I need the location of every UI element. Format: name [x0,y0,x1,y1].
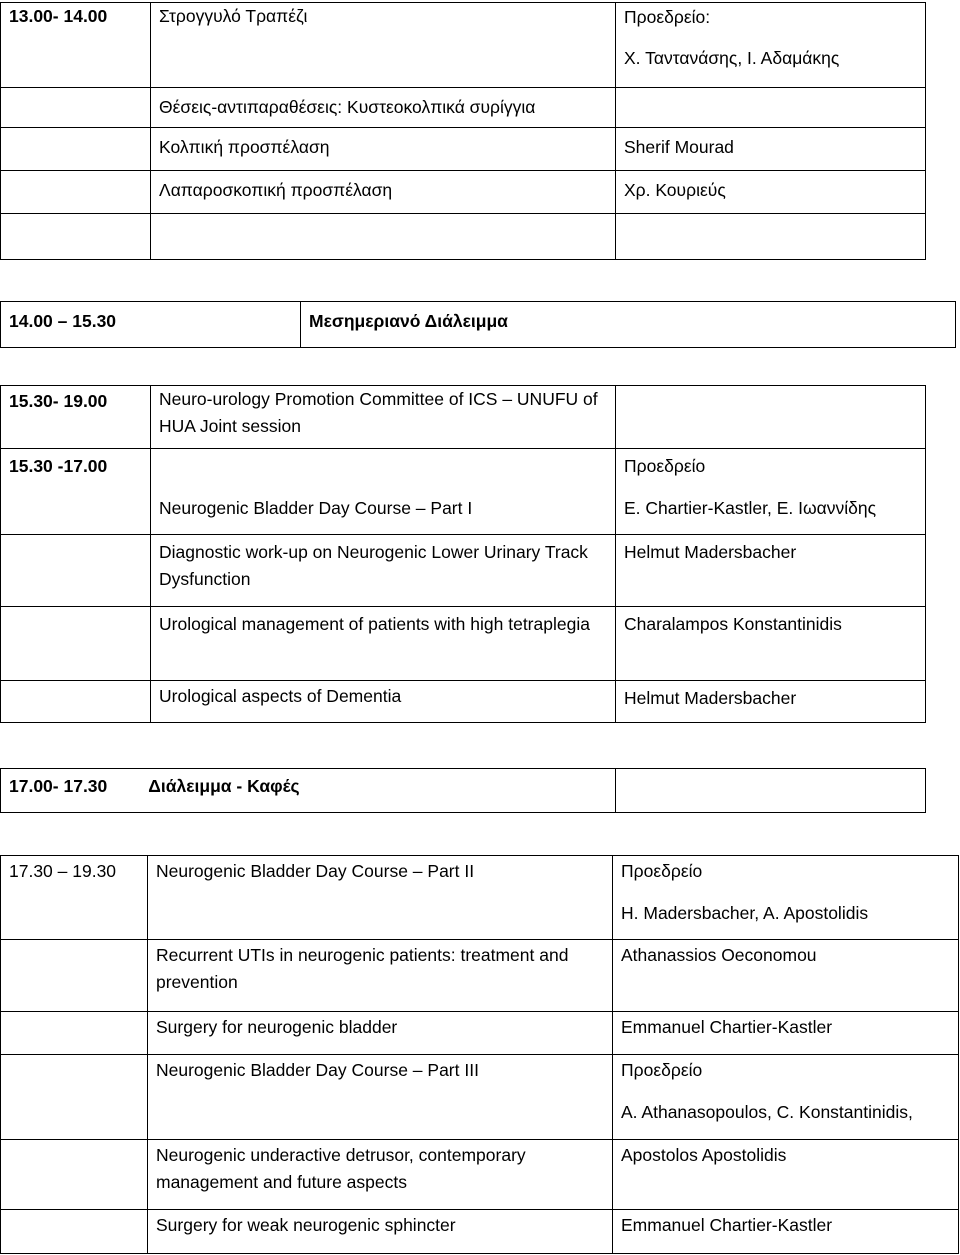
speaker: Emmanuel Chartier-Kastler [613,1210,959,1254]
speaker: Χρ. Κουριεύς [616,171,926,214]
chair-names: A. Athanasopoulos, C. Konstantinidis, [621,1102,913,1122]
chair-label: Προεδρείο: [624,7,711,27]
topic: Urological management of patients with high tetraplegia [151,607,616,681]
chair-label: Προεδρείο [624,456,706,476]
speaker: Athanassios Oeconomou [613,940,959,1012]
chair-cell [613,856,959,940]
empty-cell [1,940,148,1012]
round-table-session [0,2,926,260]
chair-cell [613,1055,959,1140]
empty-cell [1,535,151,607]
topic: Surgery for weak neurogenic sphincter [148,1210,613,1254]
break-title: Διάλειμμα - Καφές [148,776,300,796]
chair-cell [616,3,926,88]
lunch-break [0,301,956,348]
empty-cell [1,128,151,171]
speaker: Apostolos Apostolidis [613,1140,959,1210]
empty-cell [616,88,926,128]
topic: Λαπαροσκοπική προσπέλαση [151,171,616,214]
empty-cell [1,1055,148,1140]
topic: Κολπική προσπέλαση [151,128,616,171]
session-time: 17.30 – 19.30 [1,856,148,940]
neuro-urology-session [0,385,926,723]
empty-cell [1,681,151,723]
empty-cell [1,171,151,214]
break-cell [1,769,616,813]
course-title: Neurogenic Bladder Day Course – Part III [148,1055,613,1140]
chair-label: Προεδρείο [621,1060,703,1080]
session-title: Neuro-urology Promotion Committee of ICS – UNUFU of HUA Joint session [151,386,616,449]
chair-label: Προεδρείο [621,861,703,881]
topic: Recurrent UTIs in neurogenic patients: treatment and prevention [148,940,613,1012]
topic: Diagnostic work-up on Neurogenic Lower Urinary Track Dysfunction [151,535,616,607]
session-time: 15.30- 19.00 [1,386,151,449]
speaker: Helmut Madersbacher [616,681,926,723]
session-title [151,3,616,88]
break-title: Μεσημεριανό Διάλειμμα [301,302,956,348]
coffee-break [0,768,926,813]
course-title [151,449,616,535]
course-part-2-3-session [0,855,959,1254]
chair-cell [616,449,926,535]
session-time: 14.00 – 15.30 [1,302,301,348]
empty-cell [151,214,616,260]
topic: Surgery for neurogenic bladder [148,1012,613,1055]
empty-cell [616,214,926,260]
empty-cell [1,88,151,128]
round-table-title: Στρογγυλό Τραπέζι [159,6,308,26]
empty-cell [616,386,926,449]
speaker: Sherif Mourad [616,128,926,171]
session-time: 15.30 -17.00 [1,449,151,535]
empty-cell [616,769,926,813]
empty-cell [1,607,151,681]
course-title-text: Neurogenic Bladder Day Course – Part I [159,498,473,518]
chair-names: Χ. Ταντανάσης, Ι. Αδαμάκης [624,48,840,68]
course-title: Neurogenic Bladder Day Course – Part II [148,856,613,940]
chair-names: H. Madersbacher, A. Apostolidis [621,903,869,923]
empty-cell [1,1012,148,1055]
session-subtitle: Θέσεις-αντιπαραθέσεις: Κυστεοκολπικά συρίγγια [151,88,616,128]
empty-cell [1,1140,148,1210]
session-time: 13.00- 14.00 [1,3,151,88]
session-time: 17.00- 17.30 [9,776,108,796]
chair-names: E. Chartier-Kastler, Ε. Ιωαννίδης [624,498,877,518]
empty-cell [1,1210,148,1254]
topic: Neurogenic underactive detrusor, contemporary management and future aspects [148,1140,613,1210]
speaker: Charalampos Konstantinidis [616,607,926,681]
empty-cell [1,214,151,260]
speaker: Emmanuel Chartier-Kastler [613,1012,959,1055]
topic: Urological aspects of Dementia [151,681,616,723]
speaker: Helmut Madersbacher [616,535,926,607]
